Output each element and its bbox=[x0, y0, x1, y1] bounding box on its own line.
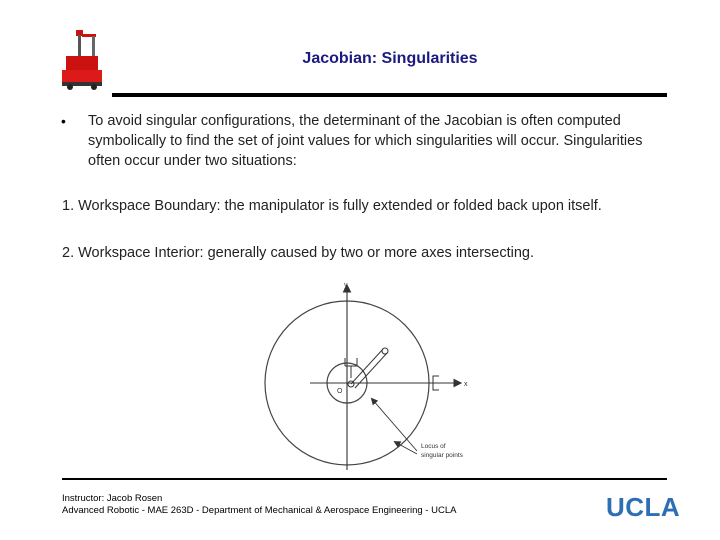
list-item-workspace-interior: 2. Workspace Interior: generally caused by two or more axes intersecting. bbox=[62, 245, 535, 261]
footer-divider bbox=[62, 478, 667, 480]
locus-leader-lines bbox=[372, 399, 417, 454]
workspace-singularity-diagram bbox=[255, 280, 480, 475]
footer bbox=[62, 493, 456, 517]
origin-label: O bbox=[337, 388, 343, 395]
x-axis-label: x bbox=[464, 381, 468, 388]
robot-logo-icon bbox=[56, 26, 108, 94]
title-divider bbox=[112, 93, 667, 97]
y-axis-label: y bbox=[344, 282, 348, 289]
locus-label-line2: singular points bbox=[421, 452, 463, 459]
bullet-marker: • bbox=[61, 113, 66, 129]
ucla-logo: UCLA bbox=[606, 492, 681, 522]
locus-label-line1: Locus of bbox=[421, 443, 446, 450]
list-item-workspace-boundary: 1. Workspace Boundary: the manipulator is fully extended or folded back upon itself. bbox=[62, 198, 602, 214]
footer-course: Advanced Robotic - MAE 263D - Department of Mechanical & Aerospace Engineering - UCLA bbox=[62, 505, 457, 516]
slide-title: Jacobian: Singularities bbox=[302, 50, 478, 67]
footer-instructor: Instructor: Jacob Rosen bbox=[62, 493, 163, 504]
manipulator-link bbox=[348, 348, 388, 388]
bullet-text: To avoid singular configurations, the determinant of the Jacobian is often computed symbolically to find the set of joint values for which singularities will occur. Singularities often occur under two situations: bbox=[88, 113, 643, 169]
